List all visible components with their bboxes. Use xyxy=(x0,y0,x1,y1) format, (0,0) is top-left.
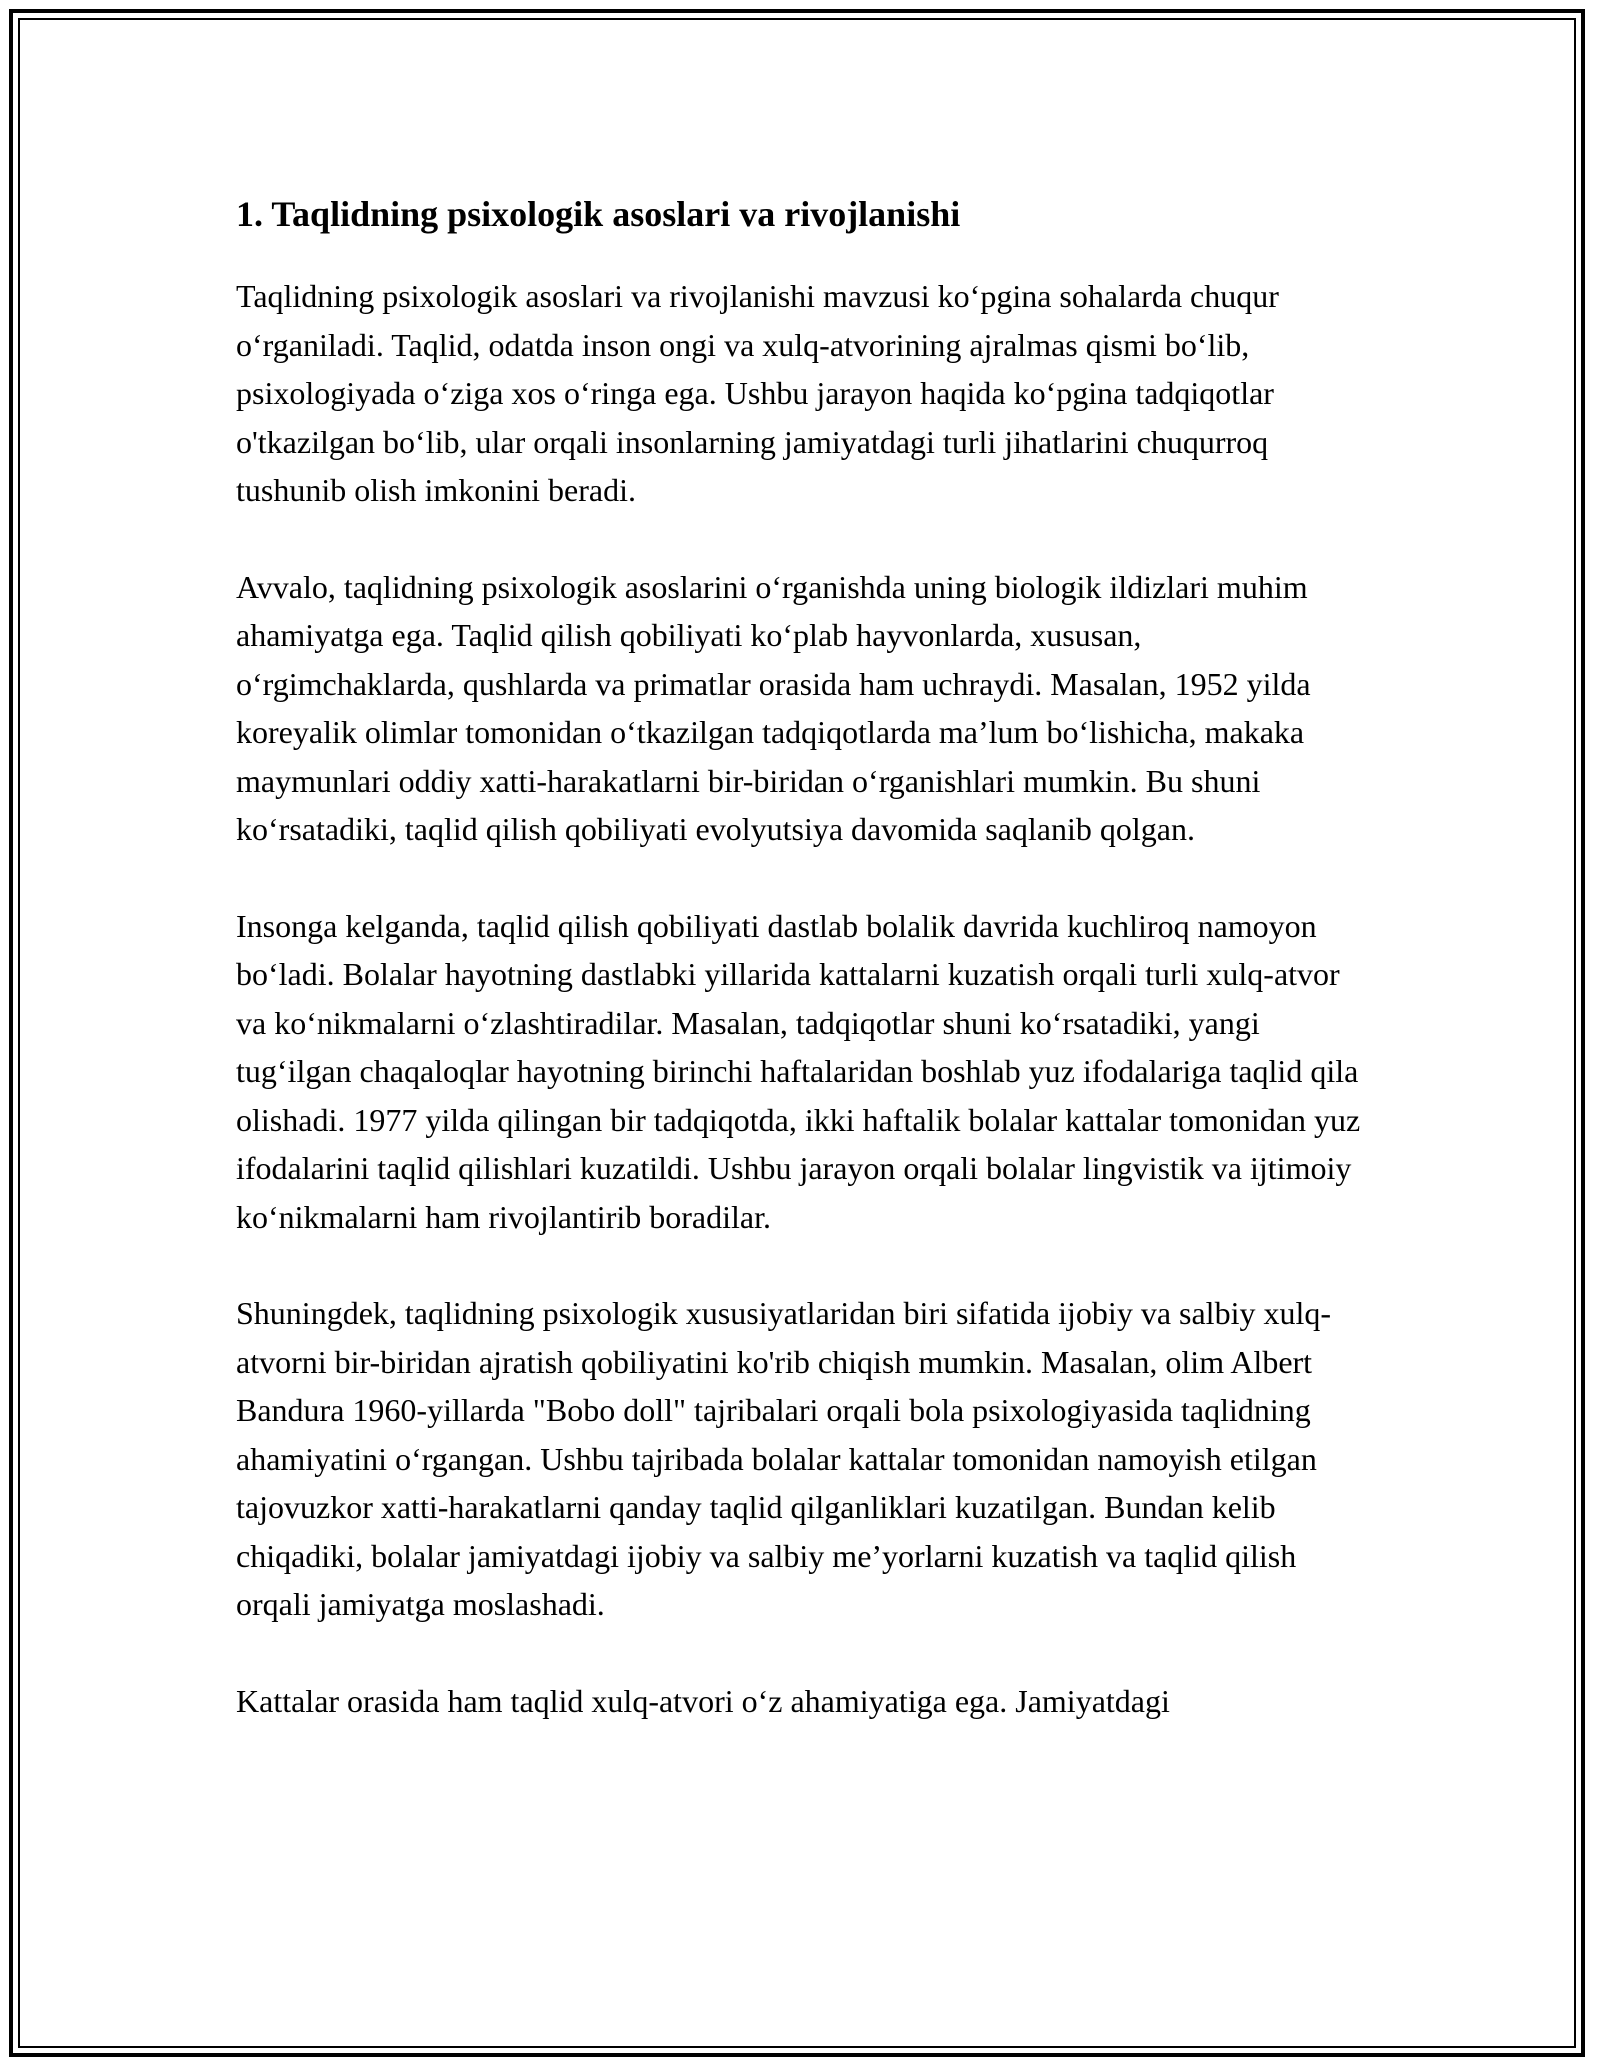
section-heading: 1. Taqlidning psixologik asoslari va rivojlanishi xyxy=(236,194,961,234)
paragraph-2: Avvalo, taqlidning psixologik asoslarini oʻrganishda uning biologik ildizlari muhim ahamiyatga ega. Taqlid qilish qobiliyati koʻplab hayvonlarda, xususan, oʻrgimchaklarda, qushlarda va primatlar orasida ham uchraydi. Masalan, 1952 yilda koreyalik olimlar tomonidan oʻtkazilgan tadqiqotlarda maʼlum boʻlishicha, makaka maymunlari oddiy xatti-harakatlarni bir-biridan oʻrganishlari mumkin. Bu shuni koʻrsatadiki, taqlid qilish qobiliyati evolyutsiya davomida saqlanib qolgan. xyxy=(236,568,1311,847)
paragraph-1: Taqlidning psixologik asoslari va rivojlanishi mavzusi koʻpgina sohalarda chuqur oʻrganiladi. Taqlid, odatda inson ongi va xulq-atvorining ajralmas qismi boʻlib, psixologiyada oʻziga xos oʻringa ega. Ushbu jarayon haqida koʻpgina tadqiqotlar o'tkazilgan boʻlib, ular orqali insonlarning jamiyatdagi turli jihatlarini chuqurroq tushunib olish imkonini beradi. xyxy=(236,278,1279,508)
paragraph-4: Shuningdek, taqlidning psixologik xususiyatlaridan biri sifatida ijobiy va salbiy xulq-atvorni bir-biridan ajratish qobiliyatini ko'rib chiqish mumkin. Masalan, olim Albert Bandura 1960-yillarda "Bobo doll" tajribalari orqali bola psixologiyasida taqlidning ahamiyatini oʻrgangan. Ushbu tajribada bolalar kattalar tomonidan namoyish etilgan tajovuzkor xatti-harakatlarni qanday taqlid qilganliklari kuzatilgan. Bundan kelib chiqadiki, bolalar jamiyatdagi ijobiy va salbiy meʼyorlarni kuzatish va taqlid qilish orqali jamiyatga moslashadi. xyxy=(236,1295,1331,1622)
paragraph-3: Insonga kelganda, taqlid qilish qobiliyati dastlab bolalik davrida kuchliroq namoyon boʻladi. Bolalar hayotning dastlabki yillarida kattalarni kuzatish orqali turli xulq-atvor va koʻnikmalarni oʻzlashtiradilar. Masalan, tadqiqotlar shuni koʻrsatadiki, yangi tugʻilgan chaqaloqlar hayotning birinchi haftalaridan boshlab yuz ifodalariga taqlid qila olishadi. 1977 yilda qilingan bir tadqiqotda, ikki haftalik bolalar kattalar tomonidan yuz ifodalarini taqlid qilishlari kuzatildi. Ushbu jarayon orqali bolalar lingvistik va ijtimoiy koʻnikmalarni ham rivojlantirib boradilar. xyxy=(236,907,1361,1235)
document-body xyxy=(236,186,1366,1773)
paragraph-5: Kattalar orasida ham taqlid xulq-atvori oʻz ahamiyatiga ega. Jamiyatdagi xyxy=(236,1682,1170,1719)
